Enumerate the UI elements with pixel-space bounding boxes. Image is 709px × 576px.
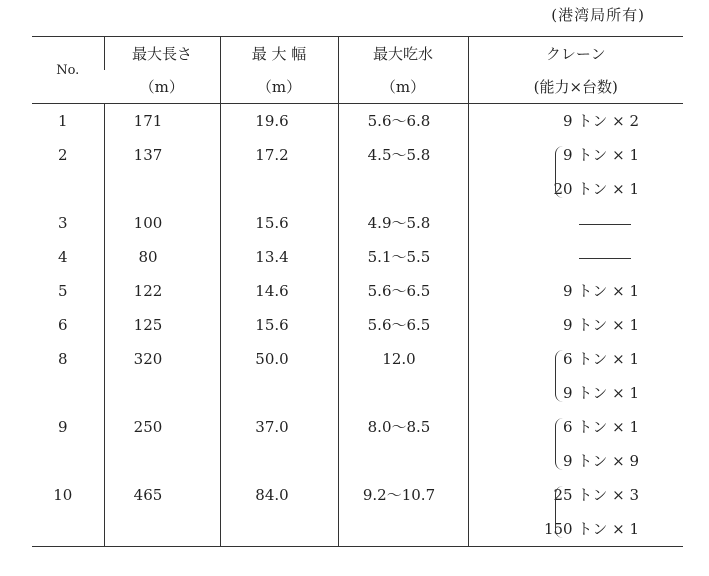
crane-entry: 9 トン × 1 [563, 316, 639, 334]
cell-no: 8 [57, 350, 68, 368]
header-crane: クレーン [468, 37, 683, 71]
cell-width: 14.6 [255, 282, 289, 300]
crane-entry: 25 トン × 3 [553, 486, 639, 504]
crane-entry: 9 トン × 1 [563, 282, 639, 300]
cell-no: 5 [57, 282, 68, 300]
cell-length: 320 [133, 350, 163, 368]
cell-draft: 8.0～8.5 [367, 418, 431, 436]
cell-no: 3 [57, 214, 68, 232]
cell-length: 122 [133, 282, 163, 300]
table-body [32, 104, 683, 547]
crane-entry: 6 トン × 1 [563, 350, 639, 368]
cell-crane [468, 104, 683, 139]
curly-brace [555, 418, 566, 470]
cell-draft: 5.6～6.5 [367, 316, 431, 334]
cell-length: 171 [133, 112, 163, 130]
cell-width: 50.0 [255, 350, 289, 368]
cell-length: 137 [133, 146, 163, 164]
cell-crane [468, 478, 683, 547]
table-row [32, 308, 683, 342]
table-row [32, 138, 683, 206]
cell-draft: 4.5～5.8 [367, 146, 431, 164]
table-row [32, 104, 683, 139]
cell-draft: 5.1～5.5 [367, 248, 431, 266]
header-width-unit: （m） [220, 70, 338, 104]
no-crane-dash [579, 258, 631, 259]
crane-entry: 9 トン × 9 [563, 452, 639, 470]
cell-crane [468, 138, 683, 206]
cell-width: 84.0 [255, 486, 289, 504]
header-draft-unit: （m） [338, 70, 468, 104]
header-length-unit: （m） [104, 70, 220, 104]
cell-crane [468, 410, 683, 478]
cell-no: 9 [57, 418, 68, 436]
cell-crane [468, 274, 683, 308]
curly-brace [555, 350, 566, 402]
cell-width: 37.0 [255, 418, 289, 436]
cell-no: 2 [57, 146, 68, 164]
berth-spec-table [32, 36, 683, 547]
cell-width: 17.2 [255, 146, 289, 164]
cell-width: 19.6 [255, 112, 289, 130]
header-width: 最 大 幅 [220, 37, 338, 71]
crane-entry: 9 トン × 2 [563, 112, 639, 130]
cell-draft: 12.0 [382, 350, 416, 368]
cell-draft: 5.6～6.8 [367, 112, 431, 130]
cell-draft: 5.6～6.5 [367, 282, 431, 300]
table-row [32, 478, 683, 547]
cell-draft: 9.2～10.7 [362, 486, 436, 504]
cell-width: 15.6 [255, 214, 289, 232]
cell-width: 15.6 [255, 316, 289, 334]
table-row [32, 274, 683, 308]
cell-draft: 4.9～5.8 [367, 214, 431, 232]
cell-crane [468, 342, 683, 410]
table-row [32, 342, 683, 410]
header-no: No. [32, 37, 104, 104]
header-length: 最大長さ [104, 37, 220, 71]
table-row [32, 240, 683, 274]
cell-length: 100 [133, 214, 163, 232]
crane-entry: 9 トン × 1 [563, 384, 639, 402]
crane-entry: 9 トン × 1 [563, 146, 639, 164]
cell-width: 13.4 [255, 248, 289, 266]
cell-length: 465 [133, 486, 163, 504]
cell-no: 10 [53, 486, 73, 504]
cell-crane [468, 240, 683, 274]
table-row [32, 206, 683, 240]
ownership-note: (港湾局所有) [551, 6, 645, 24]
cell-length: 250 [133, 418, 163, 436]
cell-crane [468, 206, 683, 240]
cell-crane [468, 308, 683, 342]
no-crane-dash [579, 224, 631, 225]
crane-entry: 6 トン × 1 [563, 418, 639, 436]
cell-length: 80 [138, 248, 158, 266]
cell-no: 1 [57, 112, 68, 130]
crane-entry: 150 トン × 1 [543, 520, 639, 538]
cell-no: 6 [57, 316, 68, 334]
header-crane-sub: (能力×台数) [468, 70, 683, 104]
cell-length: 125 [133, 316, 163, 334]
cell-no: 4 [57, 248, 68, 266]
crane-entry: 20 トン × 1 [553, 180, 639, 198]
table-row [32, 410, 683, 478]
curly-brace [555, 486, 566, 538]
header-draft: 最大吃水 [338, 37, 468, 71]
curly-brace [555, 146, 566, 198]
